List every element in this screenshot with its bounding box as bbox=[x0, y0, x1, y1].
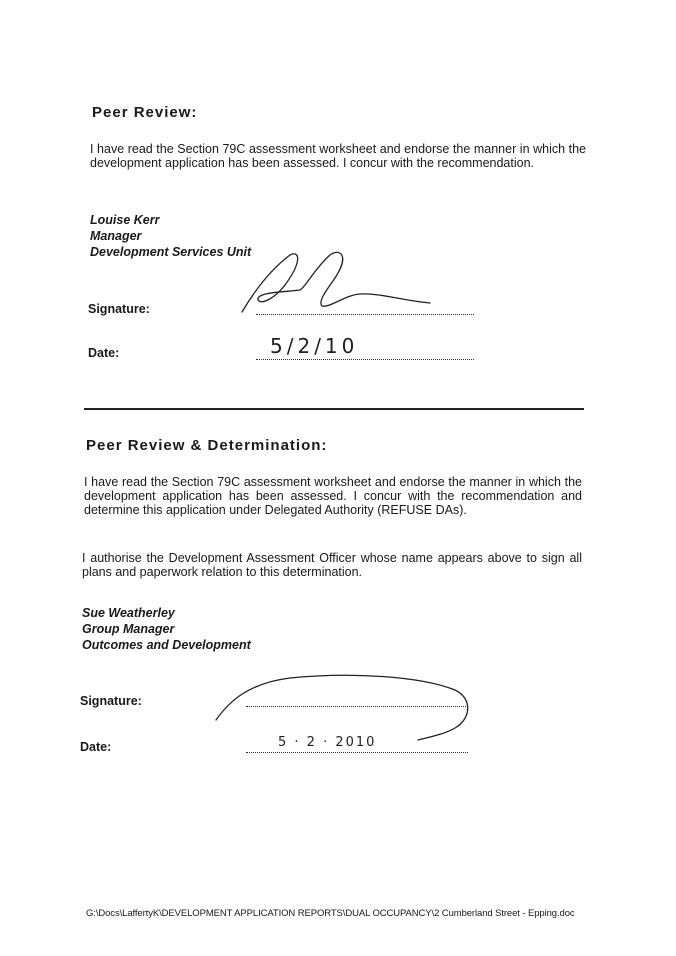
date-label-1: Date: bbox=[88, 346, 120, 360]
authorisation-paragraph: I authorise the Development Assessment Officer whose name appears above to sign all plans and paperwork relation to this determination. bbox=[82, 551, 582, 579]
reviewer-name: Louise Kerr bbox=[90, 213, 160, 227]
signature-label-1: Signature: bbox=[88, 302, 150, 316]
determination-paragraph: I have read the Section 79C assessment worksheet and endorse the manner in which the development application has been assessed. I concur with the recommendation and determine this application under Delegated Authority (REFUSE DAs). bbox=[84, 475, 582, 517]
reviewer-title: Manager bbox=[90, 229, 142, 243]
determiner-unit: Outcomes and Development bbox=[82, 638, 251, 652]
handwritten-date-2: 5 · 2 · 2010 bbox=[278, 735, 377, 750]
date-line-2 bbox=[246, 752, 468, 753]
signature-label-2: Signature: bbox=[80, 694, 142, 708]
peer-review-paragraph: I have read the Section 79C assessment worksheet and endorse the manner in which the development application has been assessed. I concur with the recommendation. bbox=[90, 142, 586, 170]
determiner-name: Sue Weatherley bbox=[82, 606, 175, 620]
handwritten-date-1: 5/2/10 bbox=[270, 334, 359, 358]
reviewer-unit: Development Services Unit bbox=[90, 245, 252, 259]
determination-heading: Peer Review & Determination: bbox=[86, 437, 328, 454]
peer-review-heading: Peer Review: bbox=[92, 104, 198, 121]
footer-file-path: G:\Docs\LaffertyK\DEVELOPMENT APPLICATION REPORTS\DUAL OCCUPANCY\2 Cumberland Street - Epping.doc bbox=[86, 908, 575, 919]
date-label-2: Date: bbox=[80, 740, 112, 754]
determiner-title: Group Manager bbox=[82, 622, 175, 636]
